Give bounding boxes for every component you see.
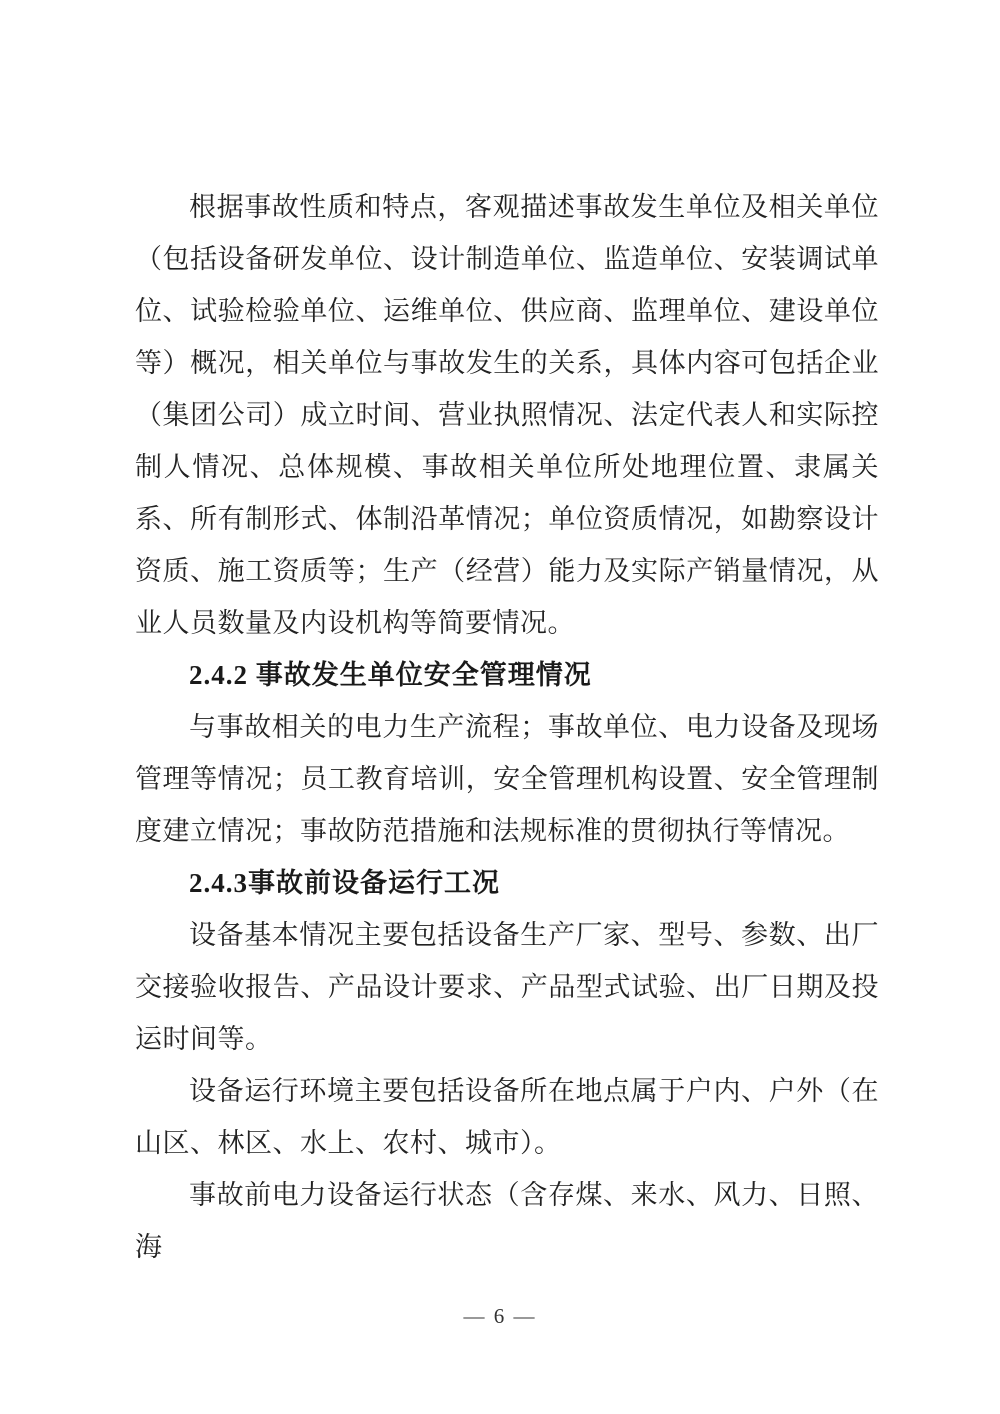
paragraph-unit-overview: 根据事故性质和特点，客观描述事故发生单位及相关单位（包括设备研发单位、设计制造单位、监造单位、安装调试单位、试验检验单位、运维单位、供应商、监理单位、建设单位等）概况，相关单位与事故发生的关系，具体内容可包括企业（集团公司）成立时间、营业执照情况、法定代表人和实际控制人情况、总体规模、事故相关单位所处地理位置、隶属关系、所有制形式、体制沿革情况；单位资质情况，如勘察设计资质、施工资质等；生产（经营）能力及实际产销量情况，从业人员数量及内设机构等简要情况。 [135,192,879,638]
paragraph-equipment-basic-info: 设备基本情况主要包括设备生产厂家、型号、参数、出厂交接验收报告、产品设计要求、产品型式试验、出厂日期及投运时间等。 [135,920,879,1054]
paragraph-safety-management: 与事故相关的电力生产流程；事故单位、电力设备及现场管理等情况；员工教育培训，安全管理机构设置、安全管理制度建立情况；事故防范措施和法规标准的贯彻执行等情况。 [135,712,879,846]
page-content [135,181,879,1273]
page-number: — 6 — [463,1304,537,1328]
paragraph-operating-environment: 设备运行环境主要包括设备所在地点属于户内、户外（在山区、林区、水上、农村、城市）。 [135,1076,879,1158]
paragraph-pre-accident-operating-state: 事故前电力设备运行状态（含存煤、来水、风力、日照、海 [135,1180,879,1262]
heading-2-4-2-safety-management: 2.4.2 事故发生单位安全管理情况 [189,660,592,690]
heading-2-4-3-equipment-operating-condition: 2.4.3事故前设备运行工况 [189,868,500,898]
